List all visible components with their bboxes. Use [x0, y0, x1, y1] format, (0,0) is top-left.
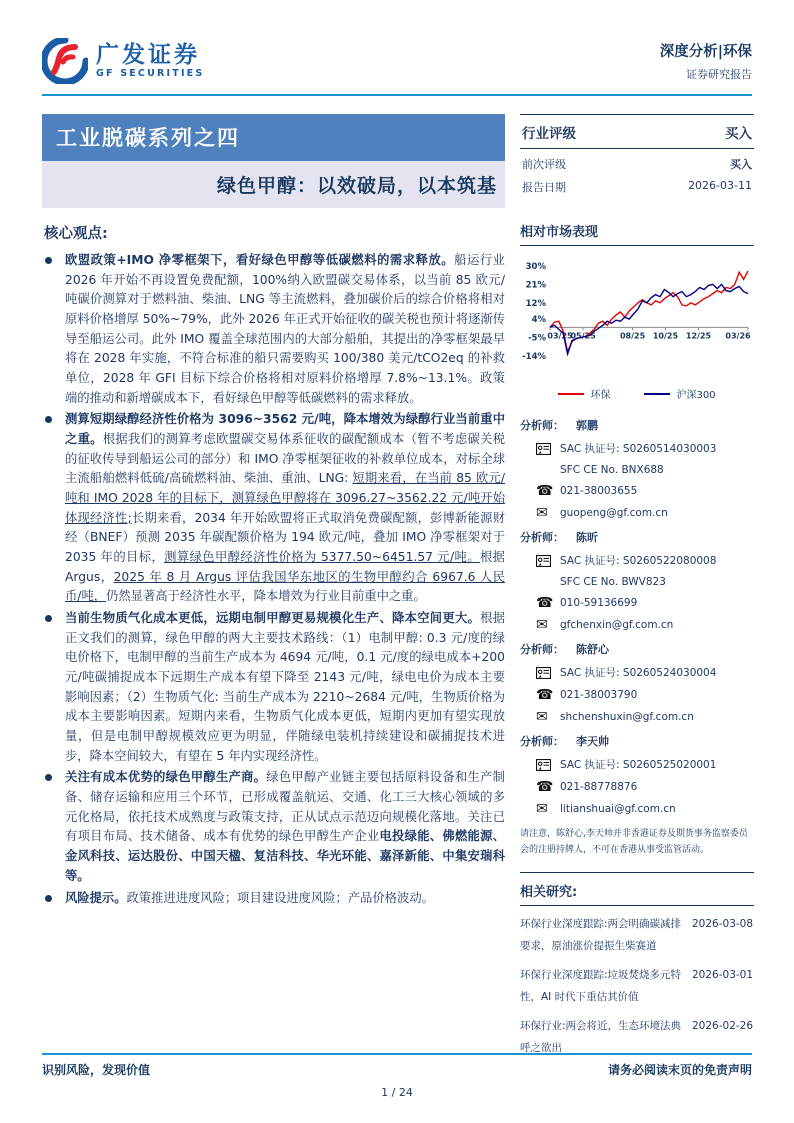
analyst-name: 陈舒心 — [576, 643, 609, 656]
related-research-date: 2026-02-26 — [692, 1020, 754, 1033]
previous-rating-label: 前次评级 — [522, 158, 566, 171]
page-footer — [42, 1053, 752, 1099]
envelope-icon: ✉ — [536, 505, 548, 521]
legend-label: 沪深300 — [676, 390, 716, 401]
analyst-sfc-row — [520, 464, 754, 476]
page-number: 1 / 24 — [381, 1086, 413, 1099]
bullet-text — [65, 770, 505, 882]
text-segment: 风险提示。 — [65, 890, 127, 905]
related-research-date: 2026-03-08 — [692, 918, 754, 931]
header-divider — [42, 94, 752, 96]
main-column — [42, 114, 505, 1059]
analyst-phone: 021-88778876 — [560, 781, 638, 793]
rating-header-label: 行业评级 — [522, 126, 576, 142]
chart-title: 相对市场表现 — [520, 221, 754, 246]
bullet-dot — [45, 416, 52, 423]
analyst-email-row — [520, 802, 754, 816]
text-segment: 测算短期绿醇经济性价格为 3096~3562 元/吨，降本增效为绿醇行业当前重中之重。 — [65, 412, 505, 447]
analyst-label: 分析师： — [520, 735, 564, 748]
bullet-dot — [45, 774, 52, 781]
legend-item — [558, 386, 610, 401]
text-segment: 根据正文我们的测算，绿色甲醇的两大主要技术路线：（1）电制甲醇: 0.3 元/度的绿电价格下，电制甲醇的当前生产成本为 4694 元/吨，0.1 元/度的绿电成本+200 元/吨碳捕捉成本下远期生产成本有望下降至 2143 元/吨，绿电电价为成本主要影响因素；（2）生物质气化: 当前生产成本为 2210~2684 元/吨，生物质价格为成本主要影响因素。短期内来看，生物质气化成本更低，短期内更加有望实现放量，但是电制甲醇规模效应更为明显，伴随绿电装机持续建设和碳捕捉技术进步，降本空间较大，有望在 5 年内实现经济性。 — [65, 611, 505, 763]
bullet-dot — [45, 895, 52, 902]
analysts-section — [520, 417, 754, 816]
rating-row-previous — [520, 149, 754, 172]
analyst-sfc-row — [520, 576, 754, 588]
x-axis-tick-label: 03/25 — [547, 331, 573, 341]
phone-icon: ☎ — [536, 687, 554, 703]
analyst-name: 郭鹏 — [576, 419, 598, 432]
rating-header-row — [520, 115, 754, 149]
analyst-phone-row — [520, 596, 754, 610]
text-segment: 短期来看，在当前 85 欧元/吨和 IMO 2028 年的目标下，测算绿色甲醇将在 3096.27~3562.22 元/吨开始体现经济性; — [65, 471, 505, 525]
x-axis-tick-label: 03/26 — [725, 331, 751, 341]
text-segment: 政策推进进度风险；项目建设进度风险；产品价格波动。 — [126, 890, 434, 905]
doc-subtype-label: 证券研究报告 — [686, 68, 752, 81]
analyst-sac-row — [520, 441, 754, 456]
analyst-phone-row — [520, 780, 754, 794]
related-research-item — [520, 965, 754, 1008]
x-axis-tick-label: 10/25 — [652, 331, 679, 341]
analyst-sac-number: SAC 执证号: S0260514030003 — [560, 443, 717, 455]
text-segment: 欧盟政策+IMO 净零框架下，看好绿色甲醇等低碳燃料的需求释放。 — [65, 253, 455, 267]
envelope-icon: ✉ — [536, 617, 548, 633]
core-views-heading: 核心观点: — [44, 226, 108, 242]
analyst-email: shchenshuxin@gf.com.cn — [560, 711, 694, 723]
bullet-dot — [45, 257, 52, 264]
bullet-text — [65, 412, 505, 603]
rating-header-value: 买入 — [725, 126, 752, 142]
sidebar-column — [520, 114, 754, 1059]
text-segment: 测算绿色甲醇经济性价格为 5377.50~6451.57 元/吨。 — [164, 550, 480, 565]
analyst-email-row — [520, 710, 754, 724]
y-axis-tick-label: 30% — [525, 262, 546, 273]
analyst-name: 陈昕 — [576, 531, 598, 544]
rating-row-date — [520, 172, 754, 195]
legend-swatch — [644, 393, 670, 395]
analyst-sac-row — [520, 553, 754, 568]
analyst-sfc-number: SFC CE No. BNX688 — [560, 464, 664, 476]
related-research-heading: 相关研究: — [520, 881, 754, 906]
legend-item — [644, 386, 715, 401]
report-date-label: 报告日期 — [522, 181, 566, 194]
related-research-item — [520, 914, 754, 957]
phone-icon: ☎ — [536, 779, 554, 795]
analyst-phone: 021-38003655 — [560, 485, 638, 497]
analyst-phone: 021-38003790 — [560, 689, 638, 701]
x-axis-tick-label: 08/25 — [619, 331, 646, 341]
doc-type-label: 深度分析|环保 — [659, 44, 752, 60]
relative-performance-chart — [520, 221, 754, 401]
bullet-text — [65, 611, 505, 763]
analyst-name-row — [520, 641, 754, 657]
bullet-text — [65, 891, 434, 905]
brand-text — [96, 43, 204, 79]
report-subtitle: 绿色甲醇：以效破局，以本筑基 — [42, 161, 505, 208]
y-axis-tick-label: 4% — [531, 315, 546, 326]
bullet-item — [42, 251, 505, 408]
text-segment: 关注有成本优势的绿色甲醇生产商。 — [65, 770, 267, 785]
text-segment: 电投绿能、佛燃能源、金风科技、运达股份、中国天楹、复洁科技、华光环能、嘉泽新能、中集安瑞科等。 — [65, 829, 505, 883]
related-research-title: 环保行业:两会将近，生态环境法典呼之欲出 — [520, 1020, 682, 1054]
text-segment: 当前生物质气化成本更低，远期电制甲醇更易规模化生产、降本空间更大。 — [65, 611, 481, 626]
rating-table — [520, 114, 754, 195]
text-segment: 根据我们的测算考虑欧盟碳交易体系征收的碳配额成本（暂不考虑碳关税的征收传导到船运公司的部分）和 IMO 净零框架征收的补救单位成本，对标全球主流船舶燃料低硫/高硫燃料油、柴油、重油、LNG: — [65, 432, 505, 486]
bullet-item — [42, 609, 505, 766]
text-segment: 2025 年 8 月 Argus 评估我国华东地区的生物甲醇约合 6967.6 人民币/吨， — [65, 569, 505, 604]
analyst-sac-row — [520, 665, 754, 680]
analyst-email: litianshuai@gf.com.cn — [560, 803, 676, 815]
analyst-license-note: 请注意，陈舒心,李天帅并非香港证券及期货事务监察委员会的注册持牌人，不可在香港从事受监管活动。 — [520, 829, 748, 856]
certificate-icon — [536, 667, 560, 679]
bullet-item — [42, 768, 505, 886]
brand-name-en: GF SECURITIES — [96, 68, 205, 80]
legend-label: 环保 — [590, 390, 611, 401]
report-date-value: 2026-03-11 — [688, 179, 752, 192]
y-axis-tick-label: -5% — [528, 333, 546, 344]
report-series-title: 工业脱碳系列之四 — [42, 114, 505, 161]
certificate-icon — [536, 443, 560, 455]
x-axis-tick-label: 12/25 — [685, 331, 712, 341]
analyst-name-row — [520, 733, 754, 749]
previous-rating-value: 买入 — [730, 158, 752, 171]
gf-logo-icon — [42, 38, 88, 84]
analyst-phone-row — [520, 484, 754, 498]
analyst-sfc-number: SFC CE No. BWV823 — [560, 576, 666, 588]
phone-icon: ☎ — [536, 595, 554, 611]
legend-swatch — [558, 393, 584, 395]
analyst-email-row — [520, 506, 754, 520]
analyst-phone-row — [520, 688, 754, 702]
text-segment: 长期来看，2034 年开始欧盟将正式取消免费碳配额，彭博新能源财经（BNEF）预测 2035 年碳配额价格为 194 欧元/吨，叠加 IMO 净零框架对于 2035 年的目标， — [65, 510, 505, 565]
certificate-icon — [536, 555, 560, 567]
analyst-email: gfchenxin@gf.com.cn — [560, 619, 674, 631]
envelope-icon: ✉ — [536, 709, 548, 725]
bullet-item — [42, 410, 505, 607]
core-bullets — [42, 251, 505, 908]
y-axis-tick-label: 21% — [525, 280, 546, 291]
related-research-section — [520, 872, 754, 1059]
page-header — [42, 36, 752, 86]
related-research-title: 环保行业深度跟踪:垃圾焚烧多元特性，AI 时代下重估其价值 — [520, 969, 682, 1003]
bullet-text — [65, 253, 505, 405]
analyst-label: 分析师： — [520, 419, 564, 432]
text-segment: 船运行业 2026 年开始不再设置免费配额，100%纳入欧盟碳交易体系，以当前 85 欧元/吨碳价测算对于燃料油、柴油、LNG 等主流燃料，叠加碳价后的综合价格将相对原料价格增厚 50%~79%，此外 2026 年正式开始征收的碳关税也预计将逐渐传导至船运公司。此外 IMO 覆盖全球范围内的大部分船舶，其提出的净零框架最早将在 2028 年实施，不符合标准的船只需要购买 100/380 美元/tCO2eq 的补救单位，2028 年 GFI 目标下综合价格将相对原料价格增厚 7.8%~13.1%。政策端的推动和新增碳成本下，看好绿色甲醇等低碳燃料的需求释放。 — [65, 253, 506, 405]
header-right — [660, 40, 752, 82]
text-segment: 根据 Argus， — [65, 550, 505, 584]
related-research-date: 2026-03-01 — [692, 969, 754, 982]
analyst-sac-number: SAC 执证号: S0260525020001 — [560, 759, 717, 771]
y-axis-tick-label: 12% — [525, 298, 546, 309]
footer-divider — [42, 1053, 752, 1055]
text-segment: 仍然显著高于经济性水平，降本增效为行业目前重中之重。 — [106, 589, 426, 604]
gf-securities-logo — [42, 38, 204, 84]
x-axis-tick-label: 05/25 — [570, 331, 596, 341]
analyst-phone: 010-59136699 — [560, 597, 638, 609]
related-research-list — [520, 914, 754, 1059]
footer-disclaimer: 请务必阅读末页的免责声明 — [607, 1063, 752, 1077]
performance-line-chart — [520, 256, 754, 382]
related-research-title: 环保行业深度跟踪:两会明确碳减排要求，原油涨价提振生柴赛道 — [520, 918, 682, 952]
text-segment: 绿色甲醇产业链主要包括原料设备和生产制备、储存运输和应用三个环节，已形成覆盖航运、交通、化工三大核心领域的多元化格局，依托技术成熟度与政策支持，正从试点示范迈向规模化落地。关注已有项目布局、技术储备、成本有优势的绿色甲醇生产企业 — [65, 770, 505, 844]
bullet-dot — [45, 615, 52, 622]
bullet-item — [42, 889, 505, 909]
chart-legend — [520, 386, 754, 401]
analyst-sac-number: SAC 执证号: S0260524030004 — [560, 667, 717, 679]
series-line-沪深300 — [550, 284, 748, 354]
analyst-sac-row — [520, 757, 754, 772]
envelope-icon: ✉ — [536, 801, 548, 817]
footer-slogan: 识别风险，发现价值 — [42, 1063, 151, 1077]
analyst-label: 分析师： — [520, 531, 564, 544]
analyst-name: 李天帅 — [576, 735, 609, 748]
analyst-name-row — [520, 417, 754, 433]
certificate-icon — [536, 759, 560, 771]
analyst-name-row — [520, 529, 754, 545]
analyst-sac-number: SAC 执证号: S0260522080008 — [560, 555, 717, 567]
analyst-email-row — [520, 618, 754, 632]
phone-icon: ☎ — [536, 483, 554, 499]
analyst-email: guopeng@gf.com.cn — [560, 507, 668, 519]
brand-name-cn: 广发证券 — [96, 41, 200, 68]
y-axis-tick-label: -14% — [522, 351, 546, 362]
analyst-label: 分析师： — [520, 643, 564, 656]
